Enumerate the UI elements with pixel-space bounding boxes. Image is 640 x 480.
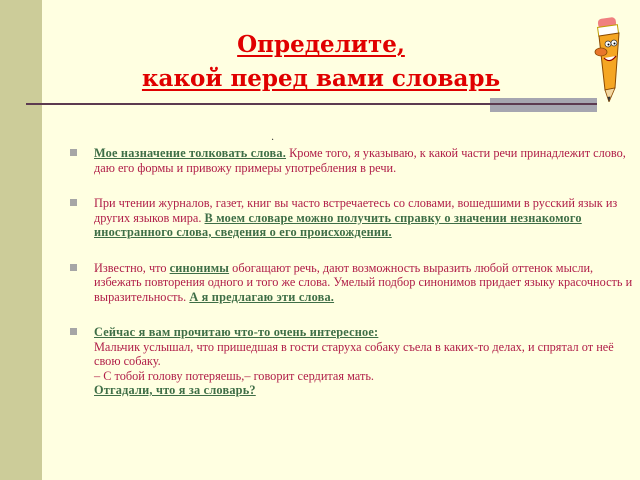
hyperlink-interesting[interactable]: Сейчас я вам прочитаю что-то очень интересное: xyxy=(94,325,379,339)
bullet-list xyxy=(70,146,635,419)
decorative-dot: . xyxy=(271,132,275,143)
item-text: Кроме того, я указываю, к какой части речи принадлежит слово, даю его формы и привожу примеры употребления в речи. xyxy=(94,146,626,175)
hyperlink-explanatory[interactable]: Мое назначение толковать слова. xyxy=(94,146,287,160)
slide-title xyxy=(42,28,600,96)
pencil-mascot-icon xyxy=(588,6,628,102)
hyperlink-synonyms-word[interactable]: синонимы xyxy=(169,260,230,275)
left-accent-bar xyxy=(0,0,42,480)
item-text: – С тобой голову потеряешь,– говорит сердитая мать. xyxy=(94,368,374,383)
list-item-phraseology xyxy=(70,325,635,398)
hyperlink-synonyms[interactable]: А я предлагаю эти слова. xyxy=(189,289,335,304)
bullet-square-icon xyxy=(70,199,77,206)
list-item-foreign-words xyxy=(70,196,635,240)
title-divider-overlay xyxy=(490,103,597,105)
hyperlink-guess[interactable]: Отгадали, что я за словарь? xyxy=(94,383,256,397)
item-text: Известно, что xyxy=(94,260,170,275)
item-text: обогащают речь, дают возможность выразить любой оттенок мысли, избежать повторения одного и того же слова. Умелый подбор синонимов придает языку красочность и выразительность. xyxy=(94,260,633,304)
list-item-synonyms xyxy=(70,261,635,305)
hyperlink-foreign-words[interactable]: В моем словаре можно получить справку о значении незнакомого иностранного слова, сведения о его происхождении. xyxy=(94,210,582,239)
title-line-2: какой перед вами словарь xyxy=(141,65,501,92)
list-item-explanatory xyxy=(70,146,635,175)
item-text: Мальчик услышал, что пришедшая в гости старуха собаку съела в каких-то делах, и спрятал от неё свою собаку. xyxy=(94,339,614,368)
title-line-1: Определите, xyxy=(237,31,405,58)
item-text: При чтении журналов, газет, книг вы часто встречаетесь со словами, вошедшими в русский язык из других языков мира. xyxy=(94,196,618,225)
bullet-square-icon xyxy=(70,264,77,271)
bullet-square-icon xyxy=(70,149,77,156)
rule-shadow-block xyxy=(490,98,597,112)
bullet-square-icon xyxy=(70,328,77,335)
